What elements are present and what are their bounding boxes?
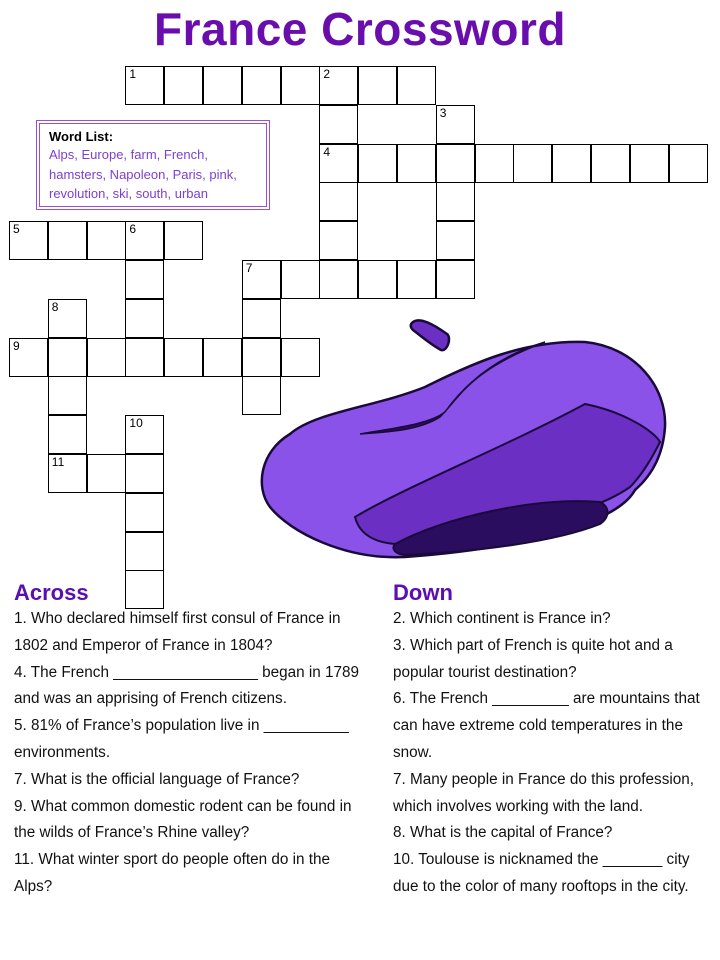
- across-clue-9: 9. What common domestic rodent can be found in the wilds of France’s Rhine valley?: [14, 797, 352, 842]
- crossword-cell[interactable]: [48, 221, 87, 260]
- crossword-cell[interactable]: [552, 144, 591, 183]
- crossword-cell[interactable]: [48, 454, 87, 493]
- crossword-cell[interactable]: [125, 532, 164, 571]
- word-list-box: [36, 120, 270, 210]
- down-clue-3: 3. Which part of French is quite hot and a popular tourist destination?: [393, 636, 673, 681]
- crossword-cell[interactable]: [9, 221, 48, 260]
- crossword-cell[interactable]: [319, 221, 358, 260]
- clue-number: 6: [129, 222, 137, 237]
- crossword-cell[interactable]: [319, 144, 358, 183]
- across-clues: [14, 580, 364, 901]
- crossword-cell[interactable]: [125, 260, 164, 299]
- crossword-cell[interactable]: [164, 221, 203, 260]
- down-clue-7: 7. Many people in France do this profession, which involves working with the land.: [393, 770, 695, 815]
- down-clue-2: 2. Which continent is France in?: [393, 610, 611, 627]
- crossword-cell[interactable]: [164, 66, 203, 105]
- crossword-cell[interactable]: [397, 260, 436, 299]
- clue-number: 1: [129, 67, 137, 81]
- crossword-cell[interactable]: [125, 493, 164, 532]
- beret-illustration: [255, 312, 675, 562]
- clue-number: 7: [245, 261, 253, 275]
- crossword-cell[interactable]: [630, 144, 669, 183]
- crossword-cell[interactable]: [164, 338, 203, 377]
- crossword-cell[interactable]: [48, 415, 87, 454]
- word-list-words: Alps, Europe, farm, French, hamsters, Napoleon, Paris, pink, revolution, ski, south, urban: [49, 147, 237, 201]
- word-list-title: Word List:: [49, 129, 114, 144]
- crossword-cell[interactable]: [319, 260, 358, 299]
- crossword-cell[interactable]: [125, 66, 164, 105]
- crossword-cell[interactable]: [319, 105, 358, 144]
- crossword-cell[interactable]: [242, 260, 281, 299]
- clue-number: 5: [13, 222, 20, 237]
- crossword-cell[interactable]: [319, 66, 358, 105]
- crossword-cell[interactable]: [513, 144, 552, 183]
- crossword-cell[interactable]: [436, 105, 475, 144]
- down-clue-6: 6. The French _________ are mountains that can have extreme cold temperatures in the snow.: [393, 690, 700, 761]
- crossword-cell[interactable]: [358, 66, 397, 105]
- crossword-cell[interactable]: [397, 66, 436, 105]
- crossword-cell[interactable]: [358, 260, 397, 299]
- down-clues: [393, 580, 713, 901]
- crossword-cell[interactable]: [358, 144, 397, 183]
- crossword-cell[interactable]: [9, 338, 48, 377]
- across-clue-1: 1. Who declared himself first consul of France in 1802 and Emperor of France in 1804?: [14, 610, 341, 654]
- crossword-cell[interactable]: [203, 66, 242, 105]
- crossword-cell[interactable]: [125, 454, 164, 493]
- crossword-cell[interactable]: [242, 66, 281, 105]
- crossword-cell[interactable]: [203, 338, 242, 377]
- crossword-cell[interactable]: [281, 66, 320, 105]
- crossword-cell[interactable]: [397, 144, 436, 183]
- crossword-cell[interactable]: [436, 221, 475, 260]
- crossword-cell[interactable]: [87, 338, 126, 377]
- crossword-cell[interactable]: [125, 338, 164, 377]
- crossword-cell[interactable]: [436, 144, 475, 183]
- across-clue-11: 11. What winter sport do people often do in the Alps?: [14, 851, 331, 895]
- crossword-cell[interactable]: [669, 144, 708, 183]
- crossword-cell[interactable]: [48, 299, 87, 338]
- crossword-cell[interactable]: [125, 415, 164, 454]
- down-clue-10: 10. Toulouse is nicknamed the _______ city due to the color of many rooftops in the city.: [393, 851, 690, 895]
- clue-number: 3: [439, 105, 447, 120]
- crossword-cell[interactable]: [281, 260, 320, 299]
- crossword-cell[interactable]: [436, 260, 475, 299]
- across-clue-4: 4. The French _________________ began in 1789 and was an apprising of French citizens.: [14, 663, 360, 708]
- down-heading: Down: [393, 580, 453, 605]
- crossword-cell[interactable]: [436, 182, 475, 221]
- crossword-cell[interactable]: [591, 144, 630, 183]
- across-heading: Across: [14, 580, 89, 605]
- crossword-cell[interactable]: [48, 338, 87, 377]
- crossword-cell[interactable]: [125, 299, 164, 338]
- crossword-cell[interactable]: [87, 454, 126, 493]
- clue-number: 10: [129, 416, 143, 431]
- down-clue-8: 8. What is the capital of France?: [393, 824, 613, 842]
- crossword-cell[interactable]: [125, 221, 164, 260]
- across-clue-7: 7. What is the official language of France?: [14, 770, 300, 788]
- clue-number: 2: [323, 67, 331, 81]
- crossword-cell[interactable]: [48, 376, 87, 415]
- clue-number: 8: [51, 299, 59, 314]
- clue-number: 11: [51, 455, 65, 469]
- beret-stem: [411, 320, 449, 350]
- clue-number: 9: [13, 338, 20, 353]
- page-title: France Crossword: [154, 3, 566, 55]
- clue-number: 4: [323, 144, 331, 159]
- across-clue-5: 5. 81% of France’s population live in __________ environments.: [14, 717, 349, 761]
- crossword-cell[interactable]: [87, 221, 126, 260]
- crossword-cell[interactable]: [475, 144, 514, 183]
- crossword-cell[interactable]: [319, 182, 358, 221]
